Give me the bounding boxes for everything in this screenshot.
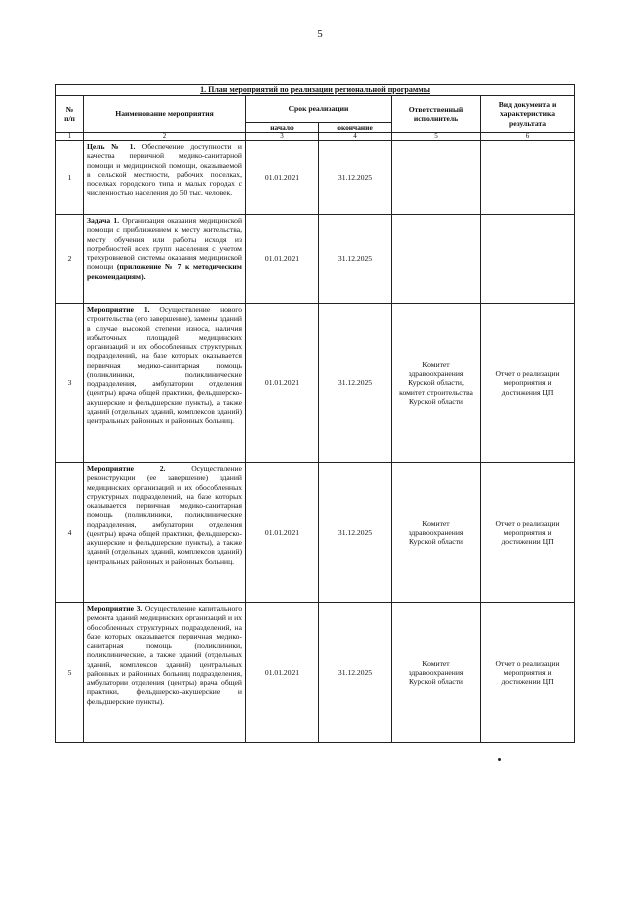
end-date: 31.12.2025: [319, 141, 392, 215]
column-number: 5: [392, 133, 481, 141]
column-number: 6: [481, 133, 575, 141]
column-number: 4: [319, 133, 392, 141]
row-number: 2: [56, 215, 84, 304]
activity-text: Осуществление нового строительства (его завершение), замены зданий в случае высокой степени износа, наличия избыточных площадей медицинских организаций и их обособленных структурных подразделений, на базе которых оказывается первичная медико-санитарная помощь (поликлиники, поликлинические подразделения, амбулатории отделения (центры) врача общей практики, фельдшерско-акушерские и фельдшерские пункты), а также зданий (отдельных зданий, комплексов зданий) центральных районных и районных больниц.: [87, 305, 242, 426]
activity-label: Мероприятие 1.: [87, 305, 150, 315]
header-period: Срок реализации: [246, 96, 392, 123]
end-date: 31.12.2025: [319, 603, 392, 743]
scan-speck: [498, 758, 501, 761]
executor: Комитет здравоохранения Курской области: [392, 463, 481, 603]
activity-text: Организация оказания медицинской помощи с приближением к месту жительства, месту обучения или работы исходя из потребностей всех групп населения с учетом трехуровневой системы оказания медицинской помощи: [87, 216, 243, 272]
row-number: 3: [56, 304, 84, 463]
result-document: [481, 141, 575, 215]
activity-text: Обеспечение доступности и качества первичной медико-санитарной помощи и медицинской помощи, оказываемой в сельской местности, рабочих поселках, поселках городского типа и малых городах с численностью населения до 50 тыс. человек.: [87, 142, 242, 198]
column-number: 1: [56, 133, 84, 141]
activity-name: [84, 603, 246, 743]
result-document: Отчет о реализации мероприятия и достижении ЦП: [481, 463, 575, 603]
executor: Комитет здравоохранения Курской области: [392, 603, 481, 743]
table-row: [56, 141, 575, 215]
result-document: Отчет о реализации мероприятия и достижении ЦП: [481, 603, 575, 743]
header-end: окончание: [319, 123, 392, 133]
start-date: 01.01.2021: [246, 215, 319, 304]
activity-label: Цель № 1.: [87, 142, 136, 152]
executor: Комитет здравоохранения Курской области, комитет строительства Курской области: [392, 304, 481, 463]
table-title: 1. План мероприятий по реализации региональной программы: [56, 85, 575, 96]
header-start: начало: [246, 123, 319, 133]
activities-plan-table: [55, 84, 575, 743]
column-number: 2: [84, 133, 246, 141]
activity-name: [84, 141, 246, 215]
start-date: 01.01.2021: [246, 141, 319, 215]
table-row: [56, 463, 575, 603]
header-executor: Ответственный исполнитель: [392, 96, 481, 133]
activity-reference: (приложение № 7 к методическим рекомендациям).: [87, 262, 242, 281]
end-date: 31.12.2025: [319, 304, 392, 463]
table-row: [56, 215, 575, 304]
start-date: 01.01.2021: [246, 463, 319, 603]
executor: [392, 141, 481, 215]
activity-label: Мероприятие 2.: [87, 464, 166, 474]
activity-name: [84, 215, 246, 304]
header-name: Наименование мероприятия: [84, 96, 246, 133]
result-document: [481, 215, 575, 304]
row-number: 1: [56, 141, 84, 215]
header-result: Вид документа и характеристика результата: [481, 96, 575, 133]
header-num: № п/п: [56, 96, 84, 133]
start-date: 01.01.2021: [246, 603, 319, 743]
executor: [392, 215, 481, 304]
row-number: 4: [56, 463, 84, 603]
activity-name: [84, 463, 246, 603]
page-number: 5: [317, 28, 323, 40]
table-row: [56, 304, 575, 463]
result-document: Отчет о реализации мероприятия и достижения ЦП: [481, 304, 575, 463]
start-date: 01.01.2021: [246, 304, 319, 463]
activity-text: Осуществление реконструкции (ее завершение) зданий медицинских организаций и их обособленных структурных подразделений, на базе которых оказывается первичная медико-санитарная помощь (поликлиники, поликлинические подразделения, амбулатории отделения (центры) врача общей практики, фельдшерско-акушерские и фельдшерские пункты), а также зданий (отдельных зданий, комплексов зданий) центральных районных и районных больниц.: [87, 464, 242, 566]
activity-label: Задача 1.: [87, 216, 120, 226]
column-number: 3: [246, 133, 319, 141]
activity-text: Осуществление капитального ремонта зданий медицинских организаций и их обособленных структурных подразделений, на базе которых оказывается первичная медико-санитарная помощь (поликлиники, поликлинические, а также зданий (отдельных зданий, комплексов зданий) центральных районных и районных больниц подразделения, амбулатории отделения (центры) врача общей практики, фельдшерско-акушерские и фельдшерские пункты).: [87, 604, 242, 706]
end-date: 31.12.2025: [319, 215, 392, 304]
activity-label: Мероприятие 3.: [87, 604, 143, 614]
activity-name: [84, 304, 246, 463]
column-number-row: [56, 133, 575, 141]
row-number: 5: [56, 603, 84, 743]
table-row: [56, 603, 575, 743]
end-date: 31.12.2025: [319, 463, 392, 603]
